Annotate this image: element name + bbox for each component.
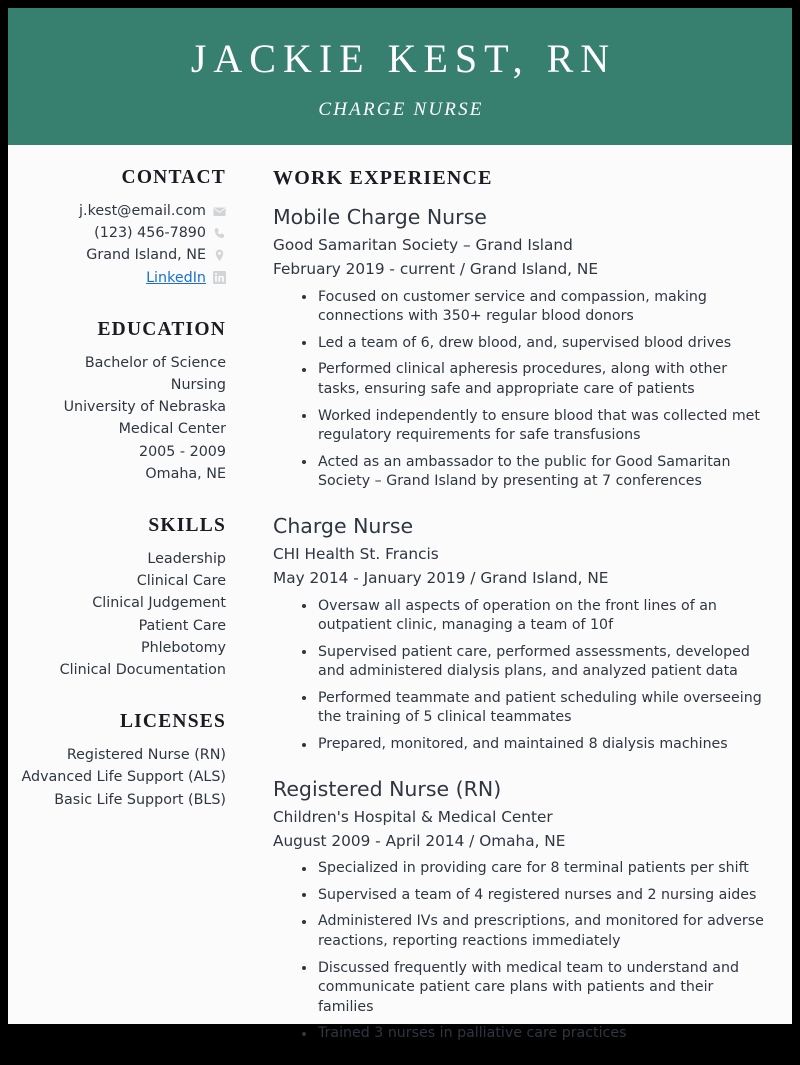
work-experience-entry: [273, 513, 764, 755]
section-heading-licenses: LICENSES: [119, 711, 226, 733]
linkedin-link[interactable]: LinkedIn: [146, 269, 206, 286]
header-subtitle: CHARGE NURSE: [318, 99, 484, 120]
job-bullet: Acted as an ambassador to the public for Good Samaritan Society – Grand Island by presenting at 7 conferences: [302, 453, 764, 492]
contact-item-linkedin[interactable]: [8, 267, 226, 289]
job-bullet: Worked independently to ensure blood that was collected met regulatory requirements for safe transfusions: [302, 407, 764, 446]
job-company: CHI Health St. Francis: [273, 545, 439, 564]
education-line: 2005 - 2009: [138, 443, 226, 460]
skill-item: Clinical Documentation: [59, 662, 226, 679]
job-bullet: Prepared, monitored, and maintained 8 dialysis machines: [302, 735, 764, 755]
contact-email-text: j.kest@email.com: [79, 203, 206, 219]
job-company: Good Samaritan Society – Grand Island: [273, 236, 573, 255]
education-line: University of Nebraska: [63, 399, 226, 416]
skill-item: Clinical Judgement: [92, 595, 226, 612]
skill-item: Phlebotomy: [140, 639, 226, 656]
license-item: Advanced Life Support (ALS): [21, 769, 226, 786]
job-bullet-list: [273, 859, 764, 1044]
section-heading-skills: SKILLS: [148, 515, 226, 537]
linkedin-icon[interactable]: [213, 271, 226, 284]
section-heading-education: EDUCATION: [97, 318, 226, 340]
page-title: JACKIE KEST, RN: [190, 36, 617, 81]
education-line: Medical Center: [118, 421, 226, 438]
skill-item: Clinical Care: [136, 573, 226, 590]
section-licenses: [8, 711, 226, 811]
job-bullet: Performed teammate and patient scheduling while overseeing the training of 5 clinical teammates: [302, 689, 764, 728]
job-bullet: Led a team of 6, drew blood, and, supervised blood drives: [302, 334, 764, 354]
resume-header: [8, 8, 792, 145]
contact-item-phone[interactable]: [8, 222, 226, 244]
education-line: Omaha, NE: [145, 465, 226, 482]
sidebar: [8, 145, 234, 841]
contact-location-text: Grand Island, NE: [86, 247, 206, 264]
contact-item-email[interactable]: [8, 200, 226, 222]
resume-body: [8, 145, 792, 1065]
job-bullet: Performed clinical apheresis procedures, along with other tasks, ensuring safe and appropriate care of patients: [302, 360, 764, 399]
job-dates-location: May 2014 - January 2019 / Grand Island, NE: [273, 569, 609, 588]
job-bullet: Administered IVs and prescriptions, and monitored for adverse reactions, reporting reactions immediately: [302, 912, 764, 951]
job-title: Mobile Charge Nurse: [273, 205, 487, 229]
job-bullet-list: [273, 288, 764, 492]
job-bullet: Specialized in providing care for 8 terminal patients per shift: [302, 859, 764, 879]
phone-icon: [213, 227, 226, 240]
work-experience-entry: [273, 776, 764, 1044]
skill-item: Leadership: [147, 551, 226, 568]
job-bullet: Discussed frequently with medical team to understand and communicate patient care plans with patients and their families: [302, 959, 764, 1018]
license-item: Registered Nurse (RN): [66, 747, 226, 764]
education-line: Nursing: [170, 377, 226, 394]
job-bullet: Focused on customer service and compassion, making connections with 350+ regular blood donors: [302, 288, 764, 327]
envelope-icon: [213, 205, 226, 218]
section-heading-contact: CONTACT: [121, 167, 226, 188]
location-pin-icon: [213, 249, 226, 262]
section-education: [8, 319, 226, 485]
job-company: Children's Hospital & Medical Center: [273, 807, 553, 826]
job-bullet: Trained 3 nurses in palliative care practices: [302, 1024, 764, 1044]
section-contact: [8, 167, 226, 289]
job-bullet: Supervised a team of 4 registered nurses and 2 nursing aides: [302, 886, 764, 906]
work-experience-entry: [273, 204, 764, 492]
job-dates-location: February 2019 - current / Grand Island, NE: [273, 260, 599, 279]
resume-page: [8, 8, 792, 1042]
job-title: Charge Nurse: [273, 513, 414, 538]
job-dates-location: August 2009 - April 2014 / Omaha, NE: [273, 832, 566, 851]
job-bullet-list: [273, 597, 764, 755]
job-bullet: Oversaw all aspects of operation on the front lines of an outpatient clinic, managing a team of 10f: [302, 597, 764, 636]
education-line: Bachelor of Science: [84, 354, 226, 371]
main-column: [234, 145, 792, 1065]
license-item: Basic Life Support (BLS): [54, 791, 226, 808]
contact-phone-text: (123) 456-7890: [94, 225, 206, 242]
section-skills: [8, 515, 226, 681]
contact-item-location: [8, 244, 226, 266]
job-bullet: Supervised patient care, performed assessments, developed and administered dialysis plans, and analyzed patient data: [302, 643, 764, 682]
job-title: Registered Nurse (RN): [273, 776, 502, 801]
skill-item: Patient Care: [138, 617, 226, 634]
section-heading-work-experience: WORK EXPERIENCE: [273, 167, 493, 189]
